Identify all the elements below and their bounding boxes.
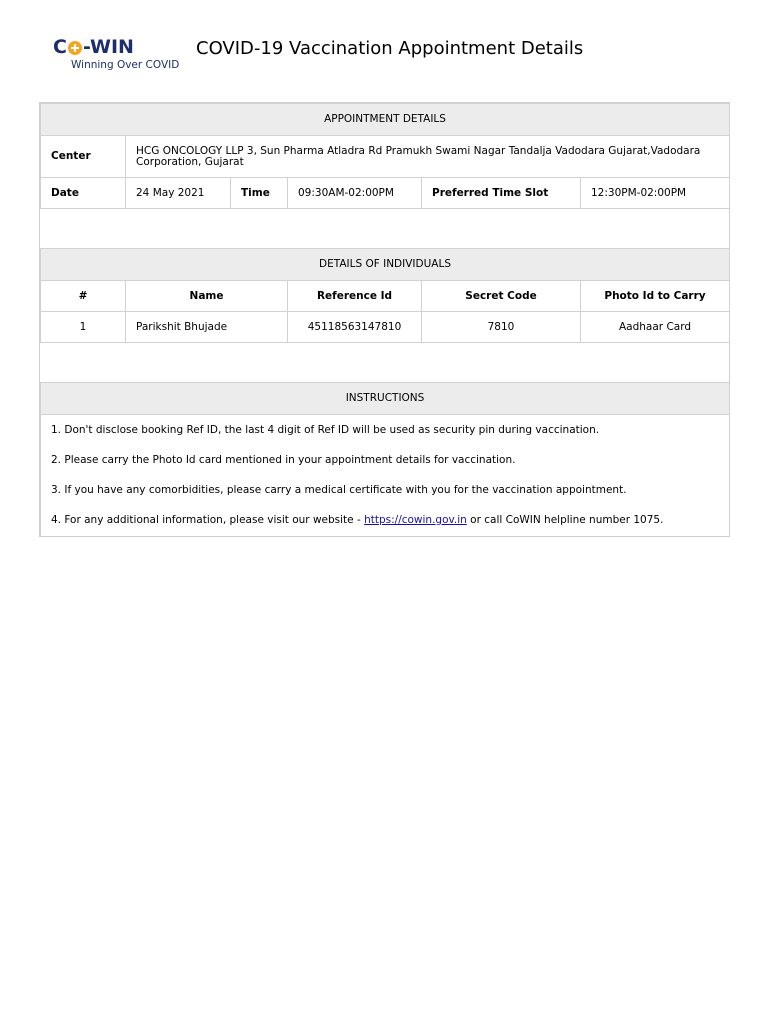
- individual-name: Parikshit Bhujade: [126, 312, 288, 343]
- individuals-header: [41, 249, 730, 281]
- preferred-slot-value: 12:30PM-02:00PM: [581, 178, 730, 209]
- appointment-details-heading: APPOINTMENT DETAILS: [41, 104, 730, 136]
- logo-tagline: Winning Over COVID: [71, 59, 180, 71]
- center-row: [41, 136, 730, 178]
- individual-reference-id: 45118563147810: [288, 312, 422, 343]
- instruction-item: 3. If you have any comorbidities, please carry a medical certificate with you for the vaccination appointment.: [51, 484, 627, 496]
- table-row: [41, 312, 730, 343]
- column-header-secret-code: Secret Code: [422, 281, 581, 312]
- plus-icon: [68, 41, 82, 55]
- individual-secret-code: 7810: [422, 312, 581, 343]
- time-label: Time: [231, 178, 288, 209]
- column-header-photo-id: Photo Id to Carry: [581, 281, 730, 312]
- instruction-item: 2. Please carry the Photo Id card mentioned in your appointment details for vaccination.: [51, 454, 516, 466]
- date-label: Date: [41, 178, 126, 209]
- instructions-header: [41, 383, 730, 415]
- cowin-logo-wordmark: [53, 36, 183, 58]
- appointment-details-header: [41, 104, 730, 136]
- date-time-row: [41, 178, 730, 209]
- preferred-slot-label: Preferred Time Slot: [422, 178, 581, 209]
- column-header-name: Name: [126, 281, 288, 312]
- individuals-heading: DETAILS OF INDIVIDUALS: [41, 249, 730, 281]
- logo-brand-left: C: [53, 36, 67, 58]
- instruction-4-suffix: or call CoWIN helpline number 1075.: [466, 514, 664, 526]
- appointment-document: [39, 102, 730, 537]
- center-value: HCG ONCOLOGY LLP 3, Sun Pharma Atladra Rd Pramukh Swami Nagar Tandalja Vadodara Gujarat,Vadodara Corporation, Gujarat: [126, 136, 730, 178]
- instructions-heading: INSTRUCTIONS: [41, 383, 730, 415]
- instruction-4-prefix: 4. For any additional information, please visit our website -: [51, 514, 365, 526]
- individuals-column-headers: [41, 281, 730, 312]
- time-value: 09:30AM-02:00PM: [288, 178, 422, 209]
- instructions-body: [41, 415, 730, 537]
- spacer-row: [41, 343, 730, 383]
- instruction-item: [41, 505, 729, 536]
- center-label: Center: [41, 136, 126, 178]
- cowin-website-link[interactable]: https://cowin.gov.in: [364, 514, 467, 526]
- appointment-table: [40, 103, 730, 536]
- individual-photo-id: Aadhaar Card: [581, 312, 730, 343]
- individual-number: 1: [41, 312, 126, 343]
- date-value: 24 May 2021: [126, 178, 231, 209]
- column-header-reference-id: Reference Id: [288, 281, 422, 312]
- column-header-number: #: [41, 281, 126, 312]
- logo-brand-right: -WIN: [82, 36, 134, 58]
- cowin-logo: [53, 36, 183, 76]
- instruction-item: 1. Don't disclose booking Ref ID, the last 4 digit of Ref ID will be used as security pin during vaccination.: [51, 424, 600, 436]
- spacer-row: [41, 209, 730, 249]
- page-title: COVID-19 Vaccination Appointment Details: [196, 38, 584, 59]
